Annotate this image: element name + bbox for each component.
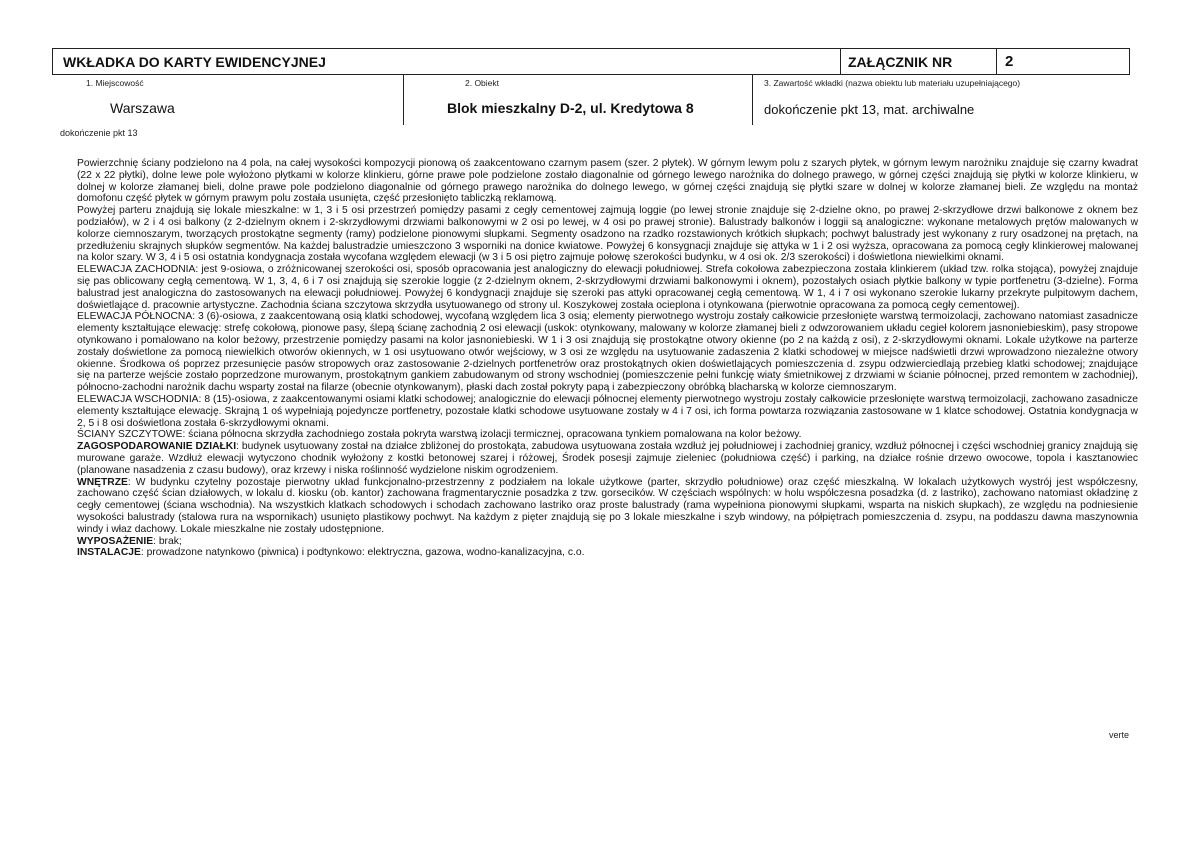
location-value: Warszawa	[110, 100, 175, 116]
document-body	[77, 158, 1138, 559]
paragraph: ŚCIANY SZCZYTOWE: ściana północna skrzydła zachodniego została pokryta warstwą izolacji termicznej, opracowana tynkiem pomalowana na kolor beżowy.	[77, 429, 802, 441]
paragraph: ELEWACJA WSCHODNIA: 8 (15)-osiowa, z zaakcentowanymi osiami klatki schodowej; analogicznie do elewacji północnej elementy pierwotnego wystroju zostały całkowicie przesłonięte warstwą termoizolacji, zachowano zasadnicze elementy kształtujące elewację. Skrajną 1 oś wypełniają pojedyncze portfenetry, pozostałe klatki schodowe usytuowane zostały w 4 i 7 osi, ich forma powtarza rozwiązania zastosowane w 1 klatce schodowej. Ostatnia kondygnacja w 2, 5 i 8 osi doświetlona została 6-skrzydłowymi oknami.	[77, 393, 1138, 429]
content-value: dokończenie pkt 13, mat. archiwalne	[764, 102, 975, 117]
section-text: : prowadzone natynkowo (piwnica) i podtynkowo: elektryczna, gazowa, wodno-kanalizacyjna, c.o.	[140, 547, 585, 559]
object-value: Blok mieszkalny D-2, ul. Kredytowa 8	[447, 100, 694, 116]
section-label: ZAGOSPODAROWANIE DZIAŁKI	[77, 441, 237, 453]
info-row	[52, 75, 1130, 125]
paragraph	[77, 536, 1138, 548]
header-table	[52, 48, 1130, 75]
info-divider	[752, 75, 753, 125]
section-subheading: dokończenie pkt 13	[60, 128, 138, 138]
section-label: INSTALACJE	[77, 547, 141, 559]
paragraph: ELEWACJA PÓŁNOCNA: 3 (6)-osiowa, z zaakcentowaną osią klatki schodowej, wycofaną względem lica 3 osią; elementy pierwotnego wystroju zostały całkowicie przesłonięte warstwą termoizolacji, zachowano natomiast zasadnicze elementy kształtujące elewację: strefę cokołową, pionowe pasy, ślepą ścianę zachodnią 2 osi elewacji (uskok: otynkowany, malowany w kolorze złamanej bieli z odwzorowaniem układu cegieł kolorem jasnoniebieskim), pasy stropowe otynkowano i pomalowano na kolor beżowy, przestrzenie pomiędzy pasami na kolor jasnoniebieski. W 1 i 3 osi znajdują się prostokątne otwory okienne (po 2 na każdą z osi), z 2-skrzydłowymi oknami. Lokale użytkowe na parterze zostały doświetlone za pomocą niewielkich otworów okiennych, w 1 osi usytuowano otwór wejściowy, w 3 osi ze względu na usytuowanie zadaszenia 2 klatki schodowej w miejsce nadświetli drzwi wprowadzono niezależne otwory okienne. Środkowa oś poprzez przesunięcie pasów stropowych oraz zastosowanie 2-dzielnych portfenetrów oraz prostokątnych okien doświetlających pomieszczenia d. zsypu odzwierciedlają przebieg klatki schodowej; znajdujące się na parterze wejście zostało poprzedzone murowanym, prostokątnym gankiem zabudowanym od strony wschodniej (pomieszczenie pełni funkcję wiaty śmietnikowej z drzwiami w ścianie północnej, przed remontem w zachodniej), północno-zachodni narożnik dachu wsparty został na filarze (obecnie otynkowanym), płaski dach został pokryty papą i zabezpieczony obróbką blacharską w kolorze ciemnoszarym.	[77, 311, 1138, 394]
paragraph	[77, 547, 1138, 559]
paragraph: ELEWACJA ZACHODNIA: jest 9-osiowa, o zróżnicowanej szerokości osi, sposób opracowania jest analogiczny do elewacji południowej. Strefa cokołowa zabezpieczona została klinkierem (układ tzw. rolka stojąca), powyżej znajduje się pas oblicowany cegłą cementową. W 1, 3, 4, 6 i 7 osi znajdują się szerokie loggie (z 2-dzielnym oknem, 2-skrzydłowymi drzwiami balkonowymi i oknem), pozostałych osiach płytkie balkony w typie portfenetru (3-dzielne). Forma balustrad jest analogiczna do zastosowanych na elewacji południowej. Powyżej 6 kondygnacji znajduje się szeroki pas attyki opracowanej cegłą cementową. W 1, 4 i 7 osi wykonano szerokie lukarny przekryte pulpitowym dachem, doświetlające d. pracownie artystyczne. Zachodnia ściana szczytowa skrzydła usytuowanego od strony ul. Koszykowej została ocieplona i otynkowana (pierwotnie opracowana za pomocą cegły cementowej).	[77, 264, 1138, 311]
header-divider	[840, 49, 841, 74]
info-divider	[403, 75, 404, 125]
content-label: 3. Zawartość wkładki (nazwa obiektu lub materiału uzupełniającego)	[764, 78, 1021, 88]
section-text: : W budynku czytelny pozostaje pierwotny układ funkcjonalno-przestrzenny z podziałem na lokale użytkowe (parter, skrzydło południowe) oraz część mieszkalną. W lokalach użytkowych wystrój jest współczesny, zachowano część ścian działowych, w lokalu d. kiosku (ob. kantor) zachowana fragmentarycznie posadzka z tzw. gorsecików. W częściach wspólnych: w holu współczesna posadzka (d. z lastriko), zachowano natomiast okładzinę z cegły cementowej (ściana wschodnia). Na wszystkich klatkach schodowych i schodach zachowano lastriko oraz proste balustrady (rama wypełniona pionowymi słupkami, wsparta na niskich słupkach), ze względu na podniesienie wysokości balustrady (stalowa rura na wspornikach) usunięto plastikowy pochwyt. Na każdym z pięter znajdują się po 3 lokale mieszkalne i szyb windowy, na półpiętrach pomieszczenia d. zsypu, na poddaszu dawna maszynownia windy i właz dachowy. Lokale mieszkalne nie zostały udostępnione.	[77, 476, 1138, 535]
section-label: WNĘTRZE	[77, 476, 128, 488]
verte-note: verte	[1109, 730, 1130, 740]
attachment-number: 2	[1005, 53, 1014, 70]
paragraph: Powyżej parteru znajdują się lokale mieszkalne: w 1, 3 i 5 osi przestrzeń pomiędzy pasami z cegły cementowej zajmują loggie (po lewej stronie znajduje się 2-dzielne okno, po prawej 2-skrzydłowe drzwi balkonowe z oknem bez podziałów), w 2 i 4 osi balkony (z 2-dzielnym oknem i 2-skrzydłowymi drzwiami balkonowymi w 2 osi po lewej, w 4 osi po prawej stronie). Balustrady balkonów i loggii są analogiczne: wykonane metalowych prętów malowanych w kolorze ciemnoszarym, tworzących prostokątne segmenty (ramy) podzielone pionowymi słupkami. Segmenty osadzono na rzadko rozstawionych krótkich słupkach; pochwyt balustrady jest wykonany z rury osadzonej na prętach, na przedłużeniu skrajnych słupków segmentów. Na każdej balustradzie umieszczono 3 wsporniki na donice kwiatowe. Powyżej 6 konsygnacji znajduje się attyka w 1 i 2 osi wyższa, opracowana za pomocą cegły klinkierowej malowanej na kolor szary. W 3, 4 i 5 osi ostatnia kondygnacja została wycofana względem elewacji (w 3 i 5 osi piętro zajmuje połowę szerokości budynku, w 4 osi ok. 2/3 szerokości) i doświetlona niewielkimi oknami.	[77, 205, 1138, 264]
section-label: WYPOSAŻENIE	[77, 535, 154, 547]
attachment-label: ZAŁĄCZNIK NR	[848, 53, 953, 70]
location-label: 1. Miejscowość	[86, 78, 144, 88]
object-label: 2. Obiekt	[465, 78, 500, 88]
paragraph	[77, 441, 1138, 476]
section-text: : brak;	[153, 535, 182, 547]
section-text: : budynek usytuowany został na działce zbliżonej do prostokąta, zabudowa usytuowana została wzdłuż jej południowej i zachodniej granicy, wzdłuż północnej i części wschodniej granicy znajdują się murowane garaże. Wzdłuż elewacji wytyczono chodnik wyłożony z kostki betonowej szarej i różowej, Środek posesji zajmuje zieleniec (południowa część) i parking, na działce rośnie drzewo owocowe, topola i kasztanowiec (planowane nasadzenia z czasu budowy), oraz krzewy i niska roślinność wydzielone niskim ogrodzeniem.	[77, 441, 1139, 476]
header-divider	[996, 49, 997, 74]
document-title: WKŁADKA DO KARTY EWIDENCYJNEJ	[63, 53, 326, 70]
paragraph	[77, 477, 1138, 536]
paragraph: Powierzchnię ściany podzielono na 4 pola, na całej wysokości kompozycji pionową oś zaakcentowano czarnym pasem (szer. 2 płytek). W górnym lewym polu z szarych płytek, w górnym lewym narożniku znajduje się czarny kwadrat (22 x 22 płytki), dolne lewe pole wyłożono płytkami w kolorze klinkieru, górne prawe pole podzielone zostało diagonalnie od górnego lewego narożnika do dolnego prawego, w górnej części znajdują się płytki w kolorze klinkieru, w dolnej w kolorze złamanej bieli, dolne prawe pole podzielono diagonalnie od górnego prawego narożnika do dolnego lewego, w górnej części znajdują się płytki szare w dolnej w kolorze złamanej bieli. Ze względu na montaż domofonu część płytek w górnym prawym polu została usunięta, część przesłonięto tabliczką reklamową.	[77, 158, 1138, 205]
